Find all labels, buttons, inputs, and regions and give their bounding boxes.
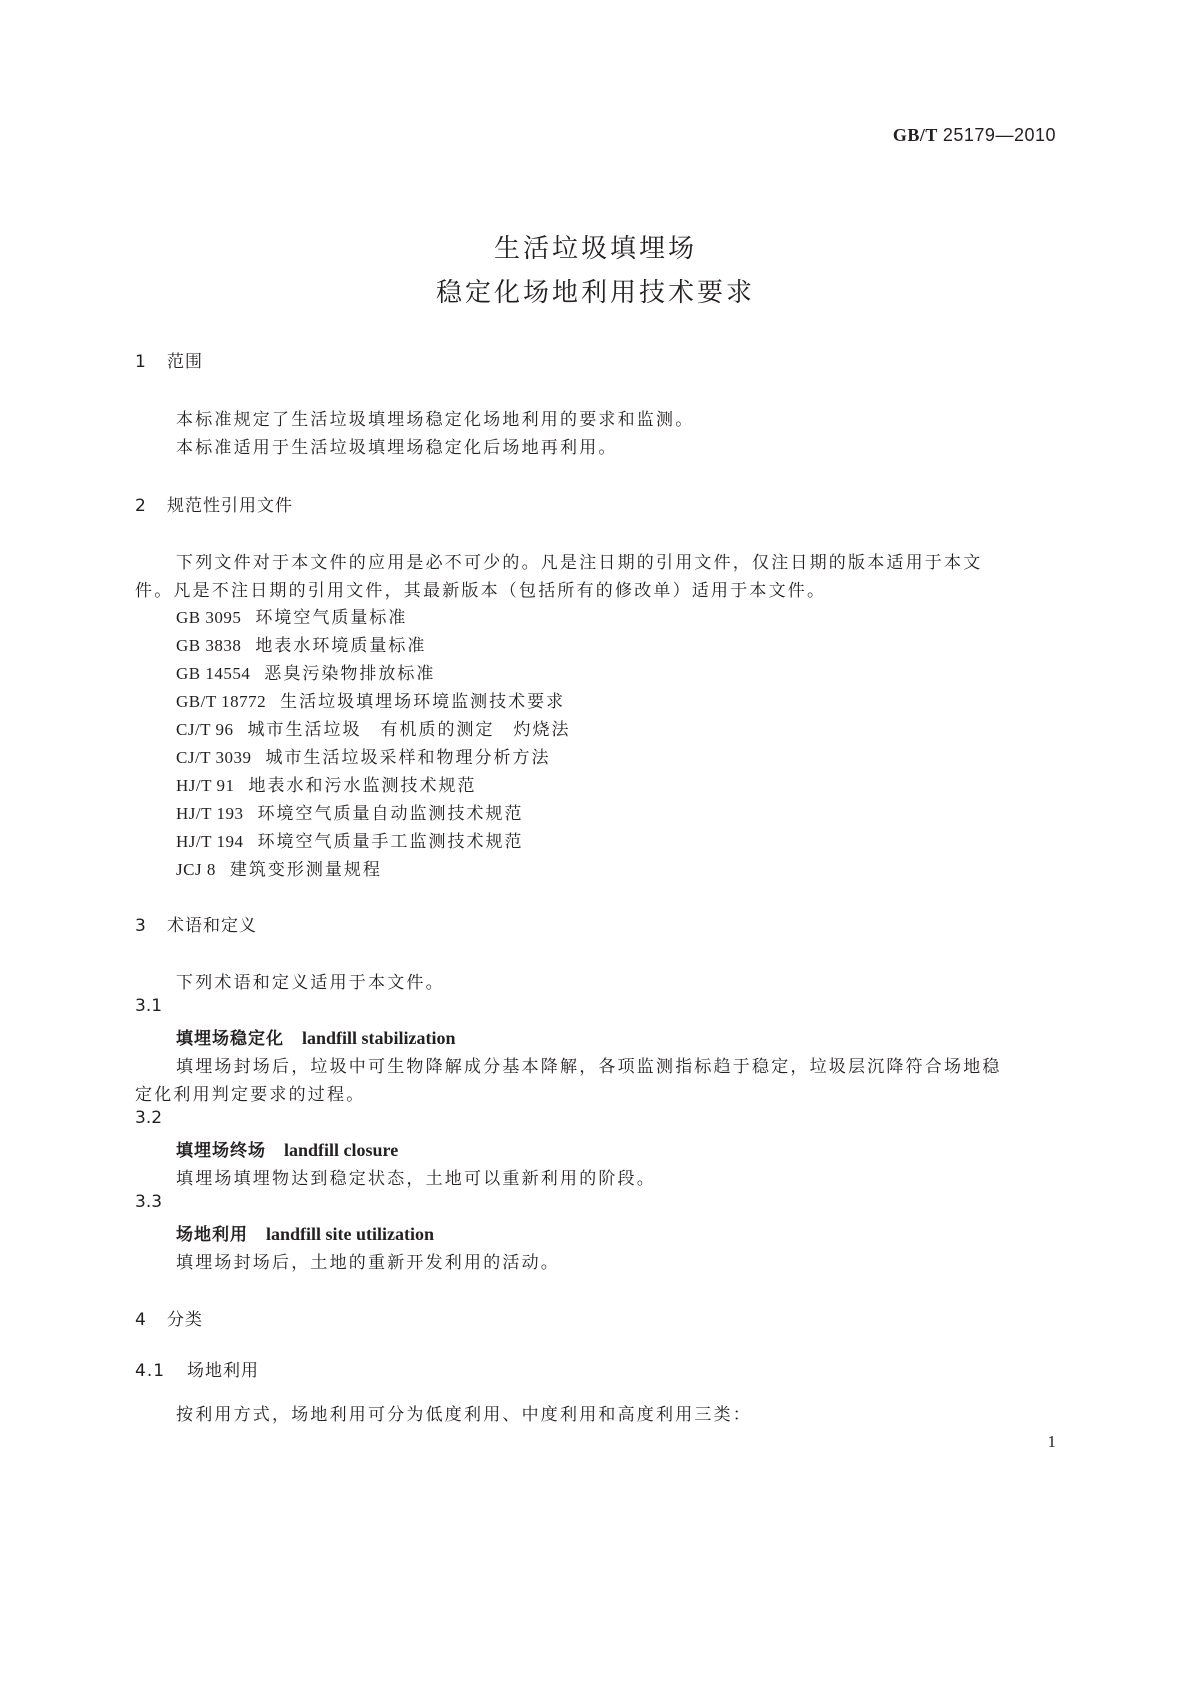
term-heading <box>176 1136 398 1161</box>
paragraph: 下列文件对于本文件的应用是必不可少的。凡是注日期的引用文件，仅注日期的版本适用于本文 <box>176 553 983 573</box>
reference-code: HJ/T 194 <box>176 832 244 851</box>
section-2-heading <box>135 491 293 516</box>
term-heading <box>176 1220 434 1245</box>
term-definition-continuation: 定化利用判定要求的过程。 <box>135 1085 366 1105</box>
reference-item <box>176 715 571 740</box>
standard-code <box>893 125 1056 146</box>
reference-code: HJ/T 193 <box>176 804 244 823</box>
term-definition: 填埋场封场后，土地的重新开发利用的活动。 <box>176 1253 560 1273</box>
term-definition: 填埋场封场后，垃圾中可生物降解成分基本降解，各项监测指标趋于稳定，垃圾层沉降符合场地稳 <box>176 1057 1002 1077</box>
term-number: 3.2 <box>135 1108 163 1128</box>
subsection-4-1-heading <box>135 1356 259 1381</box>
section-title: 分类 <box>167 1310 203 1330</box>
section-number: 2 <box>135 496 147 516</box>
section-3-heading <box>135 911 257 936</box>
reference-item <box>176 659 435 684</box>
standard-number: 25179—2010 <box>942 125 1056 145</box>
term-zh: 场地利用 <box>176 1225 248 1245</box>
paragraph: 下列术语和定义适用于本文件。 <box>176 973 445 993</box>
section-1-heading <box>135 347 203 372</box>
reference-code: CJ/T 96 <box>176 720 234 739</box>
reference-item <box>176 771 476 796</box>
document-title-line2: 稳定化场地利用技术要求 <box>435 278 755 308</box>
reference-item <box>176 827 523 852</box>
page-number: 1 <box>1047 1432 1056 1451</box>
section-4-heading <box>135 1305 203 1330</box>
reference-item <box>176 799 523 824</box>
reference-title: 生活垃圾填埋场环境监测技术要求 <box>280 692 566 712</box>
reference-title: 地表水和污水监测技术规范 <box>248 776 477 796</box>
reference-title: 环境空气质量自动监测技术规范 <box>257 804 524 824</box>
term-en: landfill closure <box>284 1140 399 1160</box>
paragraph: 本标准规定了生活垃圾填埋场稳定化场地利用的要求和监测。 <box>176 410 695 430</box>
reference-code: JCJ 8 <box>176 860 216 879</box>
reference-code: CJ/T 3039 <box>176 748 252 767</box>
term-zh: 填埋场终场 <box>176 1141 266 1161</box>
term-number: 3.3 <box>135 1192 163 1212</box>
reference-title: 恶臭污染物排放标准 <box>264 664 436 684</box>
reference-title: 环境空气质量手工监测技术规范 <box>257 832 524 852</box>
reference-title: 地表水环境质量标准 <box>255 636 427 656</box>
reference-title: 环境空气质量标准 <box>255 608 408 628</box>
reference-title: 城市生活垃圾 有机质的测定 灼烧法 <box>247 720 571 740</box>
paragraph: 本标准适用于生活垃圾填埋场稳定化后场地再利用。 <box>176 438 618 458</box>
reference-item <box>176 855 382 880</box>
standard-prefix: GB/T <box>892 125 938 145</box>
paragraph: 按利用方式，场地利用可分为低度利用、中度利用和高度利用三类： <box>176 1405 752 1425</box>
reference-item <box>176 631 426 656</box>
reference-code: GB 3095 <box>176 608 242 627</box>
reference-code: HJ/T 91 <box>176 776 235 795</box>
section-number: 4 <box>135 1310 147 1330</box>
term-heading <box>176 1024 456 1049</box>
reference-item <box>176 687 565 712</box>
term-en: landfill stabilization <box>302 1028 456 1048</box>
reference-code: GB 3838 <box>176 636 242 655</box>
term-definition: 填埋场填埋物达到稳定状态，土地可以重新利用的阶段。 <box>176 1169 656 1189</box>
term-zh: 填埋场稳定化 <box>176 1029 284 1049</box>
term-en: landfill site utilization <box>266 1224 435 1244</box>
term-number: 3.1 <box>135 996 163 1016</box>
reference-item <box>176 743 551 768</box>
paragraph-continuation: 件。凡是不注日期的引用文件，其最新版本（包括所有的修改单）适用于本文件。 <box>135 581 827 601</box>
reference-title: 城市生活垃圾采样和物理分析方法 <box>265 748 551 768</box>
subsection-title: 场地利用 <box>187 1361 259 1381</box>
section-title: 规范性引用文件 <box>167 496 293 516</box>
section-title: 术语和定义 <box>167 916 257 936</box>
section-number: 3 <box>135 916 147 936</box>
reference-item <box>176 603 407 628</box>
subsection-number: 4.1 <box>135 1361 166 1381</box>
section-title: 范围 <box>167 352 203 372</box>
reference-title: 建筑变形测量规程 <box>229 860 382 880</box>
reference-code: GB 14554 <box>176 664 251 683</box>
reference-code: GB/T 18772 <box>176 692 267 711</box>
document-title-line1: 生活垃圾填埋场 <box>493 234 697 264</box>
section-number: 1 <box>135 352 147 372</box>
